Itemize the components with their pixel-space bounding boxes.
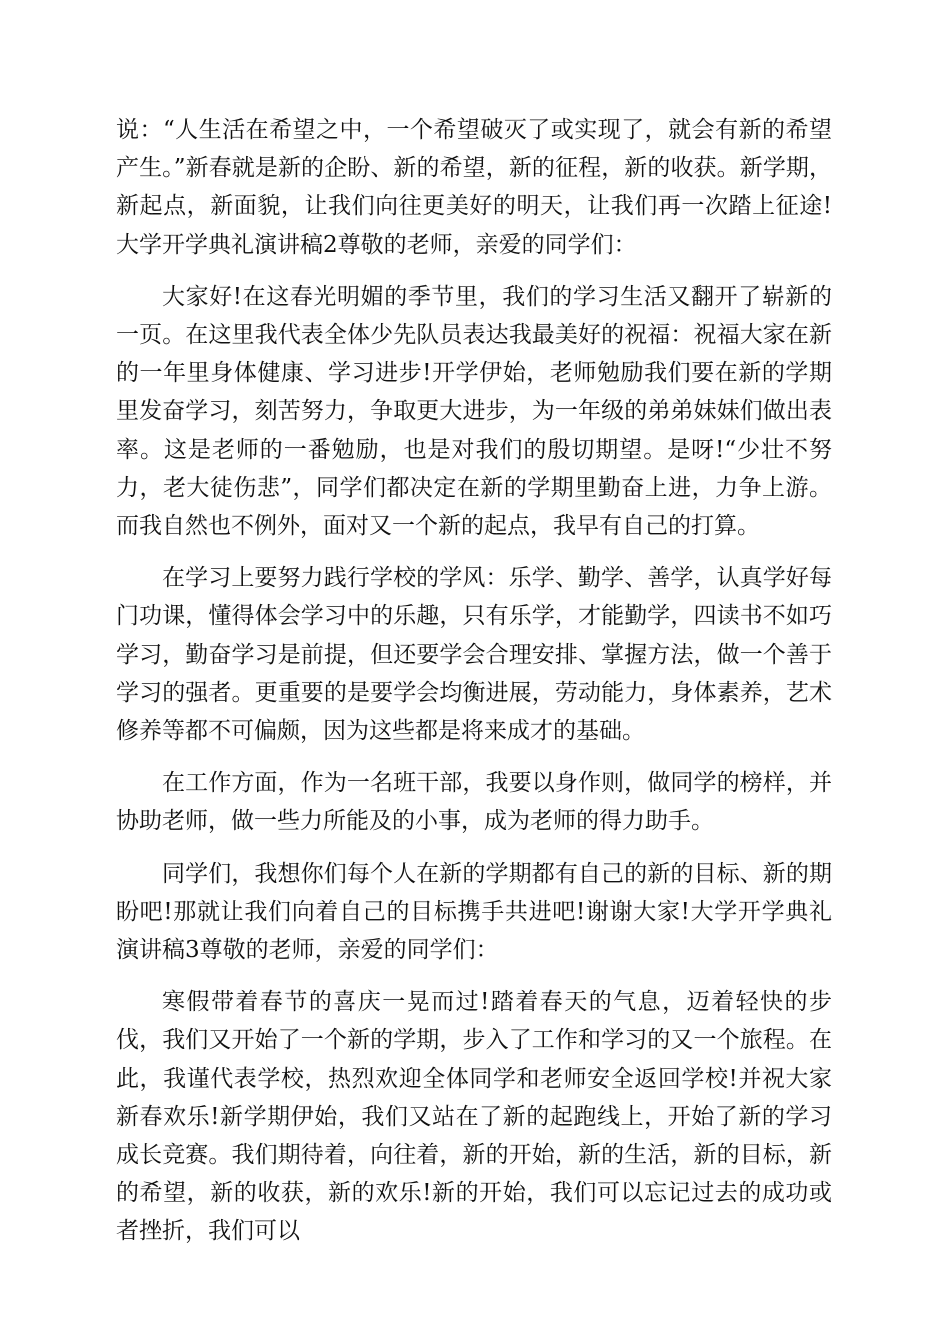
paragraph-study-plan: 在学习上要努力践行学校的学风：乐学、勤学、善学，认真学好每门功课，懂得体会学习中的乐趣，只有乐学，才能勤学，四读书不如巧学习，勤奋学习是前提，但还要学会合理安排、掌握方法，做一个善于学习的强者。更重要的是要学会均衡进展，劳动能力，身体素养，艺术修养等都不可偏颇，因为这些都是将来成才的基础。 [116,565,832,745]
document-body [116,111,832,1265]
paragraph-greeting: 大家好!在这春光明媚的季节里，我们的学习生活又翻开了崭新的一页。在这里我代表全体少先队员表达我最美好的祝福：祝福大家在新的一年里身体健康、学习进步!开学伊始，老师勉励我们要在新的学期里发奋学习，刻苦努力，争取更大进步，为一年级的弟弟妹妹们做出表率。这是老师的一番勉励，也是对我们的殷切期望。是呀!“少壮不努力，老大徒伤悲”，同学们都决定在新的学期里勤奋上进，力争上游。而我自然也不例外，面对又一个新的起点，我早有自己的打算。 [116,283,832,540]
paragraph-continuation: 说：“人生活在希望之中，一个希望破灭了或实现了，就会有新的希望产生。”新春就是新的企盼、新的希望，新的征程，新的收获。新学期，新起点，新面貌，让我们向往更美好的明天，让我们再一次踏上征途!大学开学典礼演讲稿2尊敬的老师，亲爱的同学们： [116,117,832,258]
paragraph-work-plan: 在工作方面，作为一名班干部，我要以身作则，做同学的榜样，并协助老师，做一些力所能及的小事，成为老师的得力助手。 [116,770,832,835]
paragraph-closing: 同学们，我想你们每个人在新的学期都有自己的新的目标、新的期盼吧!那就让我们向着自己的目标携手共进吧!谢谢大家!大学开学典礼演讲稿3尊敬的老师，亲爱的同学们： [116,860,832,964]
paragraph-speech-3: 寒假带着春节的喜庆一晃而过!踏着春天的气息，迈着轻快的步伐，我们又开始了一个新的学期，步入了工作和学习的又一个旅程。在此，我谨代表学校，热烈欢迎全体同学和老师安全返回学校!并祝大家新春欢乐!新学期伊始，我们又站在了新的起跑线上，开始了新的学习成长竞赛。我们期待着，向往着，新的开始，新的生活，新的目标，新的希望，新的收获，新的欢乐!新的开始，我们可以忘记过去的成功或者挫折，我们可以 [116,989,832,1245]
